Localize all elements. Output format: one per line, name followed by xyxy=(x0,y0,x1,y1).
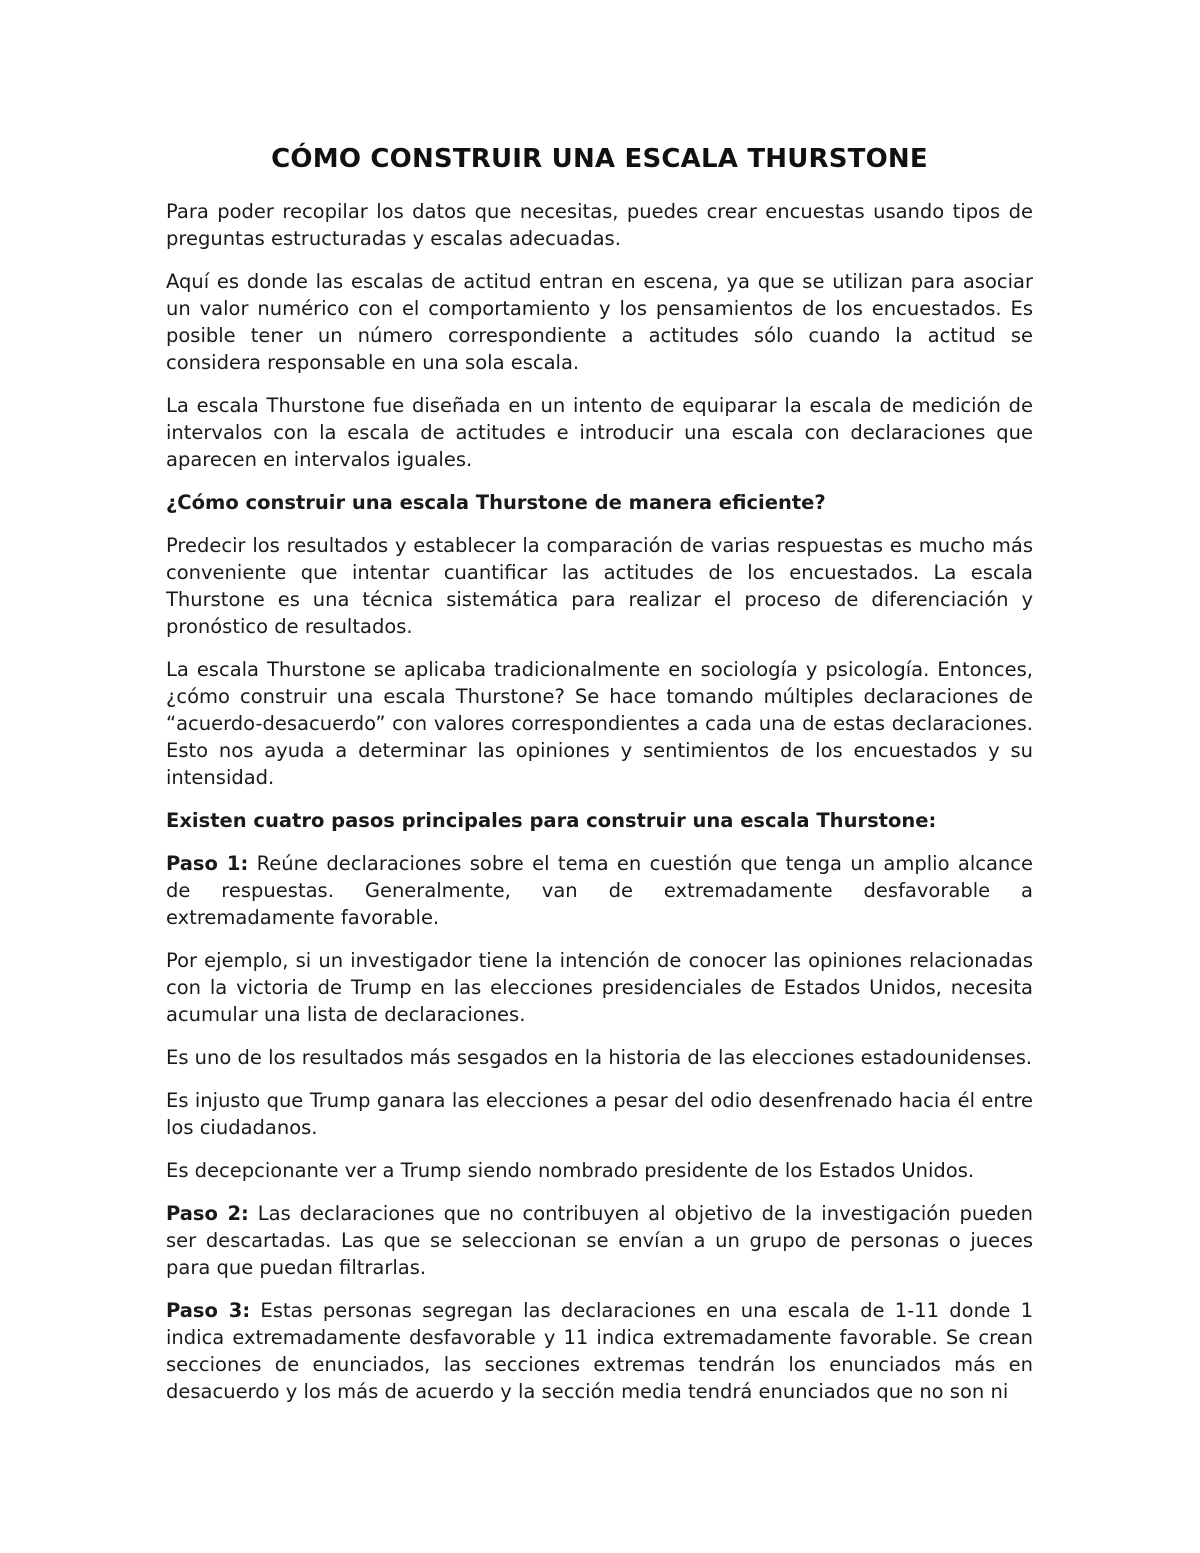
step-2-text: Las declaraciones que no contribuyen al objetivo de la investigación pueden ser descartadas. Las que se seleccionan se envían a un grupo de personas o jueces para que puedan filtrarlas. xyxy=(166,1202,1033,1279)
section-heading: ¿Cómo construir una escala Thurstone de manera eficiente? xyxy=(166,491,826,514)
step-3-paragraph xyxy=(166,1297,1033,1405)
example-paragraph: Por ejemplo, si un investigador tiene la intención de conocer las opiniones relacionadas con la victoria de Trump en las elecciones presidenciales de Estados Unidos, necesita acumular una lista de declaraciones. xyxy=(166,949,1033,1026)
step-2-paragraph xyxy=(166,1200,1033,1281)
document-page xyxy=(166,140,1033,1421)
example-statement: Es injusto que Trump ganara las elecciones a pesar del odio desenfrenado hacia él entre los ciudadanos. xyxy=(166,1089,1033,1139)
steps-heading: Existen cuatro pasos principales para construir una escala Thurstone: xyxy=(166,809,937,832)
paragraph: La escala Thurstone fue diseñada en un intento de equiparar la escala de medición de intervalos con la escala de actitudes e introducir una escala con declaraciones que aparecen en intervalos iguales. xyxy=(166,394,1033,471)
paragraph: Aquí es donde las escalas de actitud entran en escena, ya que se utilizan para asociar un valor numérico con el comportamiento y los pensamientos de los encuestados. Es posible tener un número correspondiente a actitudes sólo cuando la actitud se considera responsable en una sola escala. xyxy=(166,270,1033,374)
paragraph: Predecir los resultados y establecer la comparación de varias respuestas es mucho más conveniente que intentar cuantificar las actitudes de los encuestados. La escala Thurstone es una técnica sistemática para realizar el proceso de diferenciación y pronóstico de resultados. xyxy=(166,534,1033,638)
example-statement: Es uno de los resultados más sesgados en la historia de las elecciones estadounidenses. xyxy=(166,1046,1033,1069)
step-3-label: Paso 3: xyxy=(166,1299,251,1322)
step-1-text: Reúne declaraciones sobre el tema en cuestión que tenga un amplio alcance de respuestas. Generalmente, van de extremadamente desfavorable a extremadamente favorable. xyxy=(166,852,1033,929)
page-title: CÓMO CONSTRUIR UNA ESCALA THURSTONE xyxy=(271,144,928,174)
step-1-paragraph xyxy=(166,850,1033,931)
example-statement: Es decepcionante ver a Trump siendo nombrado presidente de los Estados Unidos. xyxy=(166,1159,975,1182)
step-1-label: Paso 1: xyxy=(166,852,249,875)
paragraph: La escala Thurstone se aplicaba tradicionalmente en sociología y psicología. Entonces, ¿cómo construir una escala Thurstone? Se hace tomando múltiples declaraciones de “acuerdo-desacuerdo” con valores correspondientes a cada una de estas declaraciones. Esto nos ayuda a determinar las opiniones y sentimientos de los encuestados y su intensidad. xyxy=(166,658,1033,789)
paragraph: Para poder recopilar los datos que necesitas, puedes crear encuestas usando tipos de preguntas estructuradas y escalas adecuadas. xyxy=(166,200,1033,250)
step-2-label: Paso 2: xyxy=(166,1202,249,1225)
step-3-text: Estas personas segregan las declaraciones en una escala de 1-11 donde 1 indica extremadamente desfavorable y 11 indica extremadamente favorable. Se crean secciones de enunciados, las secciones extremas tendrán los enunciados más en desacuerdo y los más de acuerdo y la sección media tendrá enunciados que no son ni xyxy=(166,1299,1033,1403)
